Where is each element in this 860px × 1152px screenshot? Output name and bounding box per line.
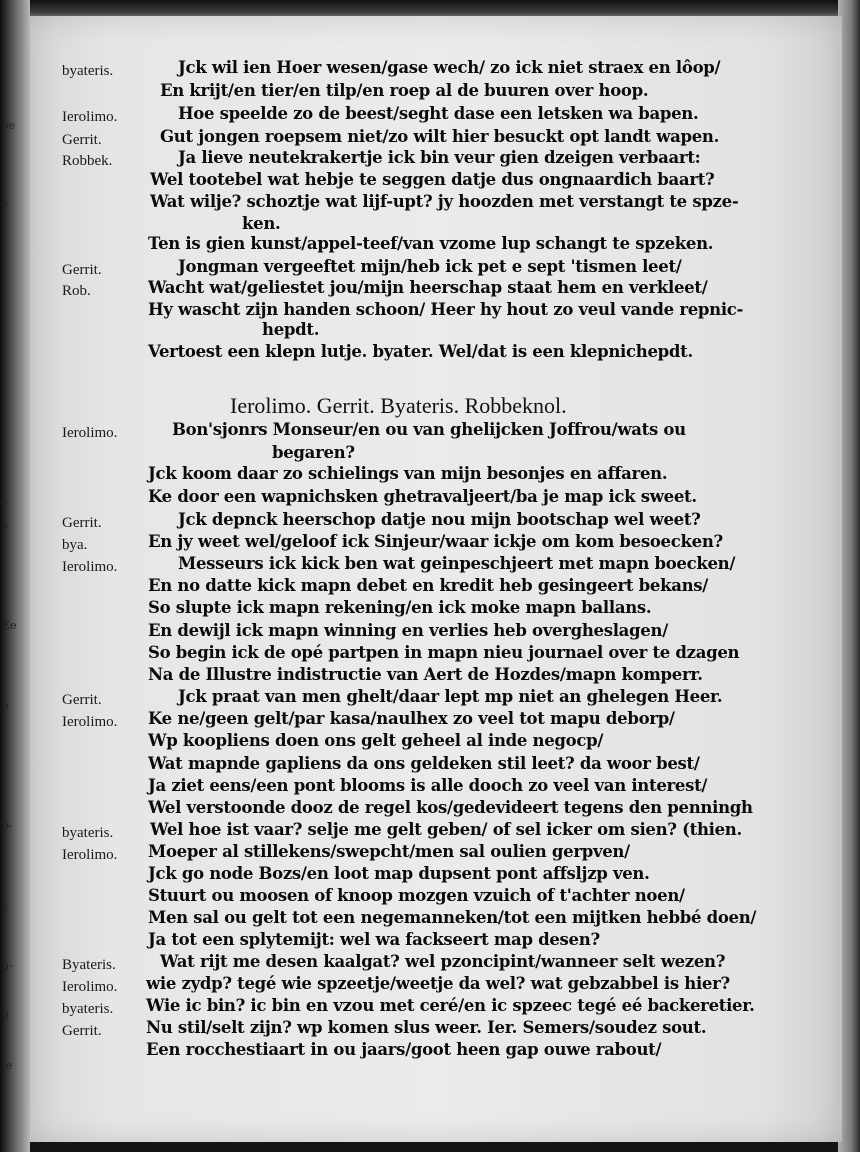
verse-text: So slupte ick mapn rekening/en ick moke mapn ballans. xyxy=(148,598,652,617)
spine-mark: p- xyxy=(2,820,13,832)
verse-text: Hoe speelde zo de beest/seght dase een letsken wa bapen. xyxy=(178,104,699,123)
dialogue-line xyxy=(30,1040,842,1066)
speaker-name: Ierolimo. xyxy=(62,109,118,125)
verse-text: Ja tot een splytemijt: wel wa fackseert map desen? xyxy=(148,930,600,949)
verse-text: Wat wilje? schoztje wat lijf-upt? jy hoozden met verstangt te spze- xyxy=(150,192,739,211)
verse-text: hepdt. xyxy=(262,320,320,339)
spine-mark: n- xyxy=(2,960,13,972)
verse-text: wie zydp? tegé wie spzeetje/weetje da wel? wat gebzabbel is hier? xyxy=(146,974,730,993)
speaker-name: Gerrit. xyxy=(62,132,102,148)
book-spine xyxy=(0,0,30,1152)
verse-text: Gut jongen roepsem niet/zo wilt hier besuckt opt landt wapen. xyxy=(160,127,720,146)
verse-text: En krijt/en tier/en tilp/en roep al de buuren over hoop. xyxy=(160,81,649,100)
speaker-name: byateris. xyxy=(62,63,114,79)
spine-mark: Ee xyxy=(2,620,17,632)
speaker-name: Byateris. xyxy=(62,957,116,973)
verse-text: Wel tootebel wat hebje te seggen datje dus ongnaardich baart? xyxy=(150,170,715,189)
verse-text: Wel hoe ist vaar? selje me gelt geben/ of sel icker om sien? (thien. xyxy=(150,820,742,839)
spine-mark: r xyxy=(2,200,8,212)
verse-text: Wel verstoonde dooz de regel kos/gedevideert tegens den penningh xyxy=(148,798,753,817)
verse-text: En dewijl ick mapn winning en verlies heb overgheslagen/ xyxy=(148,621,668,640)
verse-text: Jck depnck heerschop datje nou mijn bootschap wel weet? xyxy=(178,510,701,529)
speaker-name: byateris. xyxy=(62,1001,114,1017)
verse-text: Na de Illustre indistructie van Aert de Hozdes/mapn komperr. xyxy=(148,665,703,684)
verse-text: Men sal ou gelt tot een negemanneken/tot een mijtken hebbé doen/ xyxy=(148,908,757,927)
verse-text: Bon'sjonrs Monseur/en ou van ghelijcken Joffrou/wats ou xyxy=(172,420,686,439)
spine-mark: t xyxy=(2,580,7,592)
spine-mark: i xyxy=(2,380,6,392)
speaker-name: Ierolimo. xyxy=(62,979,118,995)
verse-text: Ke ne/geen gelt/par kasa/naulhex zo veel tot mapu deborp/ xyxy=(148,709,675,728)
speaker-name: Gerrit. xyxy=(62,692,102,708)
speaker-name: Ierolimo. xyxy=(62,714,118,730)
speaker-name: Robbek. xyxy=(62,153,113,169)
verse-text: Ja ziet eens/een pont blooms is alle dooch zo veel van interest/ xyxy=(148,776,708,795)
book-page xyxy=(30,16,842,1142)
spine-mark: t xyxy=(2,600,7,612)
dialogue-line xyxy=(30,342,842,368)
verse-text: Een rocchestiaart in ou jaars/goot heen gap ouwe rabout/ xyxy=(146,1040,662,1059)
spine-mark: 9 xyxy=(2,1010,9,1022)
speaker-name: Ierolimo. xyxy=(62,425,118,441)
verse-text: Hy wascht zijn handen schoon/ Heer hy hout zo veul vande repnic- xyxy=(148,300,744,319)
verse-text: Jck praat van men ghelt/daar lept mp niet an ghelegen Heer. xyxy=(178,687,723,706)
speaker-name: Ierolimo. xyxy=(62,847,118,863)
verse-text: Wp koopliens doen ons gelt geheel al inde negocp/ xyxy=(148,731,604,750)
verse-text: Wat mapnde gapliens da ons geldeken stil leet? da woor best/ xyxy=(148,754,700,773)
verse-text: Jck wil ien Hoer wesen/gase wech/ zo ick niet straex en lôop/ xyxy=(178,58,721,77)
verse-text: Messeurs ick kick ben wat geinpeschjeert met mapn boecken/ xyxy=(178,554,736,573)
verse-text: Wat rijt me desen kaalgat? wel pzoncipint/wanneer selt wezen? xyxy=(160,952,726,971)
verse-text: En jy weet wel/geloof ick Sinjeur/waar ickje om kom besoecken? xyxy=(148,532,723,551)
verse-text: Ja lieve neutekrakertje ick bin veur gien dzeigen verbaart: xyxy=(178,148,701,167)
verse-text: Vertoest een klepn lutje. byater. Wel/dat is een klepnichepdt. xyxy=(148,342,693,361)
verse-text: Moeper al stillekens/swepcht/men sal oulien gerpven/ xyxy=(148,842,630,861)
speaker-name: bya. xyxy=(62,537,88,553)
verse-text: Ke door een wapnichsken ghetravaljeert/ba je map ick sweet. xyxy=(148,487,697,506)
verse-text: ken. xyxy=(242,214,281,233)
verse-text: En no datte kick mapn debet en kredit heb gesingeert bekans/ xyxy=(148,576,709,595)
speaker-name: Gerrit. xyxy=(62,262,102,278)
spine-mark: oe xyxy=(2,120,16,132)
verse-text: Jck koom daar zo schielings van mijn besonjes en affaren. xyxy=(148,464,668,483)
speaker-name: Gerrit. xyxy=(62,515,102,531)
verse-text: begaren? xyxy=(272,443,355,462)
verse-text: Stuurt ou moosen of knoop mozgen vzuich of t'achter noen/ xyxy=(148,886,685,905)
verse-text: Wacht wat/geliestet jou/mijn heerschap staat hem en verkleet/ xyxy=(148,278,708,297)
speaker-name: Rob. xyxy=(62,283,91,299)
speaker-name: Ierolimo. xyxy=(62,559,118,575)
spine-mark: s xyxy=(2,520,8,532)
verse-text: Jck go node Bozs/en loot map dupsent pont affsljzp ven. xyxy=(148,864,650,883)
speaker-name: byateris. xyxy=(62,825,114,841)
speaker-name: Gerrit. xyxy=(62,1023,102,1039)
spine-mark: e xyxy=(2,700,9,712)
spine-mark: r xyxy=(2,500,8,512)
verse-text: Jongman vergeeftet mijn/heb ick pet e sept 'tismen leet/ xyxy=(178,257,682,276)
verse-text: Ten is gien kunst/appel-teef/van vzome lup schangt te spzeken. xyxy=(148,234,714,253)
spine-mark: le xyxy=(2,1060,13,1072)
spine-mark: s xyxy=(2,900,8,912)
verse-text: So begin ick de opé partpen in mapn nieu journael over te dzagen xyxy=(148,643,740,662)
scene-heading: Ierolimo. Gerrit. Byateris. Robbeknol. xyxy=(230,393,567,418)
verse-text: Wie ic bin? ic bin en vzou met ceré/en ic spzeec tegé eé backeretier. xyxy=(146,996,755,1015)
verse-text: Nu stil/selt zijn? wp komen slus weer. Ier. Semers/soudez sout. xyxy=(146,1018,707,1037)
